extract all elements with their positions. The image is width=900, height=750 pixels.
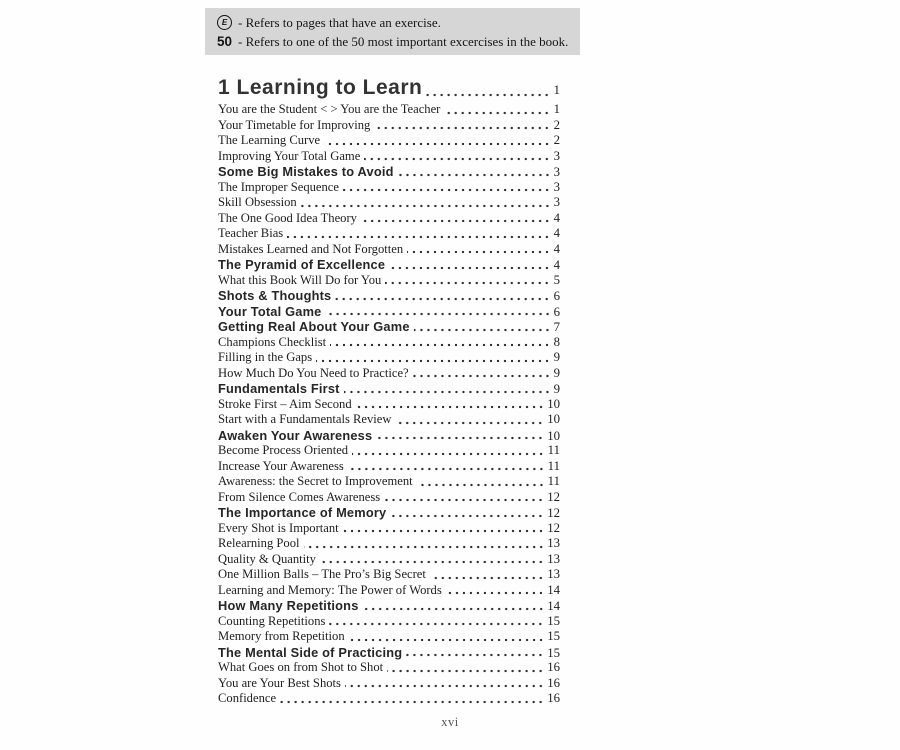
- toc-entry-page: 10: [547, 412, 560, 426]
- toc-entry-page: 14: [547, 582, 560, 597]
- toc-row: [218, 149, 560, 165]
- dot-leader: [335, 288, 551, 304]
- dot-leader: [398, 164, 552, 180]
- toc-entry-page: 6: [553, 304, 560, 319]
- dot-leader: [324, 133, 551, 149]
- toc-entry-label: One Million Balls – The Pro’s Big Secret: [218, 567, 426, 581]
- toc-row: [218, 350, 560, 366]
- toc-entry-label: Mistakes Learned and Not Forgotten: [218, 241, 404, 256]
- toc-entry-label: The Importance of Memory: [218, 505, 387, 520]
- dot-leader: [426, 74, 551, 102]
- dot-leader: [330, 335, 552, 351]
- dot-leader: [406, 645, 545, 661]
- toc-row: [218, 319, 560, 335]
- dot-leader: [384, 490, 545, 506]
- toc-row: [218, 598, 560, 614]
- toc-row: [218, 102, 560, 118]
- toc-entry-page: 3: [553, 195, 560, 209]
- toc-entry-label: You are the Student < > You are the Teacher: [218, 102, 441, 116]
- toc-entry-label: Stroke First – Aim Second: [218, 396, 352, 411]
- chapter-title: 1 Learning to Learn: [218, 76, 423, 99]
- toc-entry-page: 14: [547, 599, 560, 613]
- dot-leader: [413, 366, 552, 382]
- dot-leader: [345, 676, 545, 692]
- dot-leader: [280, 691, 545, 707]
- toc-entry-label: Relearning Pool: [218, 536, 300, 550]
- toc-entry-page: 10: [547, 428, 560, 443]
- dot-leader: [352, 443, 546, 459]
- dot-leader: [374, 118, 551, 134]
- toc-entry-label: Start with a Fundamentals Review: [218, 412, 392, 426]
- toc-entry-label: Filling in the Gaps: [218, 350, 313, 364]
- toc-row: [218, 645, 560, 661]
- toc-row: [218, 552, 560, 568]
- toc-entry-label: Your Total Game: [218, 303, 322, 319]
- toc-row: [218, 226, 560, 242]
- dot-leader: [387, 660, 545, 676]
- toc-entry-page: 16: [547, 675, 560, 690]
- toc-entry-page: 12: [547, 520, 560, 535]
- dot-leader: [287, 226, 551, 242]
- toc-entry-page: 15: [547, 629, 560, 643]
- toc-entry-label: Counting Repetitions: [218, 613, 326, 628]
- toc-row: [218, 629, 560, 645]
- toc-row: [218, 381, 560, 397]
- dot-leader: [446, 583, 545, 599]
- dot-leader: [348, 459, 546, 475]
- legend-top50-text: - Refers to one of the 50 most important excercises in the book.: [238, 33, 569, 49]
- dot-leader: [329, 614, 545, 630]
- toc-entry-label: Shots & Thoughts: [218, 288, 332, 303]
- toc-row: [218, 443, 560, 459]
- toc-row: [218, 474, 560, 490]
- toc-row: [218, 133, 560, 149]
- dot-leader: [390, 505, 545, 521]
- toc-entry-label: The Mental Side of Practicing: [218, 644, 403, 660]
- toc-entry-page: 3: [553, 179, 560, 194]
- toc-entry-page: 11: [547, 458, 560, 473]
- toc-entry-page: 11: [547, 443, 560, 457]
- toc-row: [218, 397, 560, 413]
- toc-entry-page: 8: [553, 334, 560, 349]
- toc-row: [218, 490, 560, 506]
- toc-row: [218, 583, 560, 599]
- table-of-contents: [218, 74, 560, 707]
- toc-entry-page: 16: [547, 660, 560, 674]
- toc-entry-page: 15: [547, 645, 560, 660]
- dot-leader: [343, 180, 552, 196]
- toc-entry-label: You are Your Best Shots: [218, 675, 341, 690]
- toc-entry-label: Increase Your Awareness: [218, 458, 344, 473]
- toc-entry-page: 4: [553, 258, 560, 272]
- toc-row: [218, 195, 560, 211]
- dot-leader: [361, 211, 552, 227]
- toc-row: [218, 211, 560, 227]
- toc-row: [218, 304, 560, 320]
- toc-row: [218, 428, 560, 444]
- dot-leader: [376, 428, 545, 444]
- top-50-badge: 50: [217, 34, 233, 49]
- toc-entry-label: Awareness: the Secret to Improvement: [218, 474, 413, 488]
- chapter-title-row: [218, 74, 560, 102]
- toc-entry-page: 3: [553, 148, 560, 163]
- toc-entry-label: Quality & Quantity: [218, 551, 316, 566]
- toc-entry-label: Your Timetable for Improving: [218, 117, 371, 132]
- toc-entry-label: Skill Obsession: [218, 195, 297, 209]
- dot-leader: [430, 567, 545, 583]
- toc-row: [218, 660, 560, 676]
- toc-entry-label: How Much Do You Need to Practice?: [218, 365, 409, 380]
- toc-entry-page: 7: [553, 320, 560, 334]
- toc-row: [218, 676, 560, 692]
- dot-leader: [343, 521, 546, 537]
- toc-entry-label: Memory from Repetition: [218, 629, 345, 643]
- toc-row: [218, 118, 560, 134]
- toc-row: [218, 521, 560, 537]
- toc-row: [218, 366, 560, 382]
- dot-leader: [389, 257, 551, 273]
- dot-leader: [364, 149, 551, 165]
- legend-exercise-text: - Refers to pages that have an exercise.: [238, 14, 441, 30]
- dot-leader: [301, 195, 552, 211]
- legend-line-exercise: [217, 13, 580, 32]
- page-number-folio: xvi: [441, 715, 459, 729]
- toc-row: [218, 505, 560, 521]
- toc-row: [218, 412, 560, 428]
- toc-entry-label: What this Book Will Do for You: [218, 272, 382, 287]
- dot-leader: [356, 397, 546, 413]
- exercise-circle-e-icon: [217, 15, 232, 30]
- toc-entry-label: Improving Your Total Game: [218, 148, 361, 163]
- toc-entry-page: 9: [553, 365, 560, 380]
- toc-entry-page: 15: [547, 613, 560, 628]
- dot-leader: [407, 242, 551, 258]
- toc-entry-label: Getting Real About Your Game: [218, 319, 410, 334]
- toc-entry-page: 9: [553, 350, 560, 364]
- legend-line-top50: [217, 32, 580, 51]
- toc-entry-page: 13: [547, 567, 560, 581]
- toc-entry-page: 13: [547, 551, 560, 566]
- toc-entry-label: Awaken Your Awareness: [218, 427, 373, 443]
- toc-row: [218, 459, 560, 475]
- toc-row: [218, 180, 560, 196]
- dot-leader: [444, 102, 551, 118]
- toc-entry-label: From Silence Comes Awareness: [218, 489, 381, 504]
- toc-entry-label: The Pyramid of Excellence: [218, 257, 386, 272]
- toc-row: [218, 164, 560, 180]
- dot-leader: [349, 629, 546, 645]
- chapter-page-number: 1: [553, 82, 560, 97]
- dot-leader: [344, 381, 552, 397]
- toc-entry-page: 10: [547, 396, 560, 411]
- toc-row: [218, 614, 560, 630]
- legend-box: [205, 8, 580, 55]
- toc-entry-page: 2: [553, 117, 560, 132]
- dot-leader: [363, 598, 546, 614]
- toc-entry-label: Some Big Mistakes to Avoid: [218, 164, 394, 179]
- dot-leader: [320, 552, 545, 568]
- toc-entry-label: The Improper Sequence: [218, 179, 339, 194]
- toc-row: [218, 335, 560, 351]
- toc-entry-page: 12: [547, 506, 560, 520]
- toc-entry-label: Fundamentals First: [218, 381, 340, 396]
- toc-entry-page: 16: [547, 691, 560, 705]
- toc-entry-page: 4: [553, 210, 560, 225]
- toc-entry-page: 1: [553, 102, 560, 116]
- toc-entry-page: 4: [553, 226, 560, 240]
- toc-row: [218, 536, 560, 552]
- toc-entry-label: Confidence: [218, 691, 277, 705]
- toc-entry-page: 11: [547, 474, 560, 488]
- toc-entry-label: How Many Repetitions: [218, 598, 359, 613]
- toc-row: [218, 273, 560, 289]
- toc-entry-label: What Goes on from Shot to Shot: [218, 660, 384, 674]
- toc-row: [218, 567, 560, 583]
- toc-row: [218, 257, 560, 273]
- dot-leader: [417, 474, 546, 490]
- toc-entry-label: The Learning Curve: [218, 133, 321, 147]
- toc-entry-page: 4: [553, 241, 560, 256]
- dot-leader: [385, 273, 551, 289]
- toc-entry-label: Become Process Oriented: [218, 443, 349, 457]
- dot-leader: [395, 412, 545, 428]
- toc-row: [218, 242, 560, 258]
- toc-row: [218, 288, 560, 304]
- toc-entry-page: 5: [553, 272, 560, 287]
- dot-leader: [326, 304, 552, 320]
- toc-entries-list: [218, 102, 560, 707]
- exercise-icon-letter: E: [221, 17, 228, 27]
- toc-entry-label: Learning and Memory: The Power of Words: [218, 582, 442, 597]
- toc-entry-page: 9: [553, 382, 560, 396]
- toc-entry-label: The One Good Idea Theory: [218, 210, 357, 225]
- toc-entry-page: 12: [547, 489, 560, 504]
- toc-entry-page: 6: [553, 289, 560, 303]
- toc-row: [218, 691, 560, 707]
- toc-entry-label: Champions Checklist: [218, 334, 327, 349]
- toc-entry-page: 13: [547, 536, 560, 550]
- toc-entry-page: 2: [553, 133, 560, 147]
- dot-leader: [316, 350, 551, 366]
- dot-leader: [414, 319, 552, 335]
- dot-leader: [304, 536, 546, 552]
- toc-entry-label: Teacher Bias: [218, 226, 284, 240]
- toc-entry-label: Every Shot is Important: [218, 520, 339, 535]
- toc-entry-page: 3: [553, 165, 560, 179]
